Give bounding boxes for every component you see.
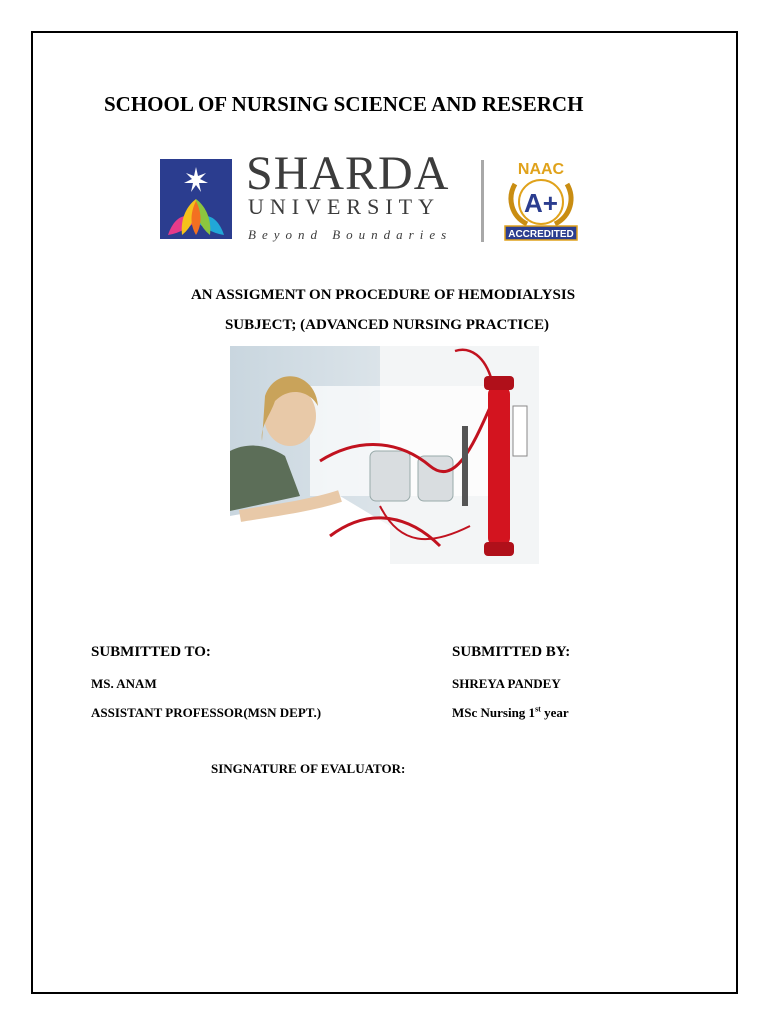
- submitted-to-name: MS. ANAM: [91, 676, 157, 691]
- logo-divider: [481, 160, 484, 242]
- submitted-to-label: SUBMITTED TO:: [91, 644, 211, 660]
- naac-text: NAAC: [517, 161, 565, 178]
- naac-grade: A+: [524, 188, 558, 218]
- logo-subtitle: UNIVERSITY: [248, 194, 440, 219]
- signature-label: SINGNATURE OF EVALUATOR:: [211, 761, 406, 776]
- naac-badge-icon: [501, 158, 581, 242]
- school-title: SCHOOL OF NURSING SCIENCE AND RESERCH: [104, 92, 584, 116]
- logo-tagline: Beyond Boundaries: [248, 227, 453, 242]
- lotus-emblem-icon: [160, 159, 232, 239]
- course-text: MSc Nursing 1: [452, 705, 536, 720]
- assignment-subject: SUBJECT; (ADVANCED NURSING PRACTICE): [224, 317, 550, 333]
- logo-name: SHARDA: [246, 147, 450, 200]
- university-logo: [160, 147, 585, 246]
- course-suffix: year: [540, 705, 569, 720]
- submitted-by-course: [452, 705, 569, 721]
- hemodialysis-photo: [230, 346, 539, 564]
- submitted-by-name: SHREYA PANDEY: [452, 676, 561, 691]
- submitted-by-label: SUBMITTED BY:: [452, 644, 571, 660]
- naac-accredited: ACCREDITED: [508, 229, 574, 240]
- assignment-title: AN ASSIGMENT ON PROCEDURE OF HEMODIALYSIS: [190, 287, 576, 303]
- course-superscript: st: [535, 704, 541, 714]
- submitted-to-designation: ASSISTANT PROFESSOR(MSN DEPT.): [91, 705, 322, 720]
